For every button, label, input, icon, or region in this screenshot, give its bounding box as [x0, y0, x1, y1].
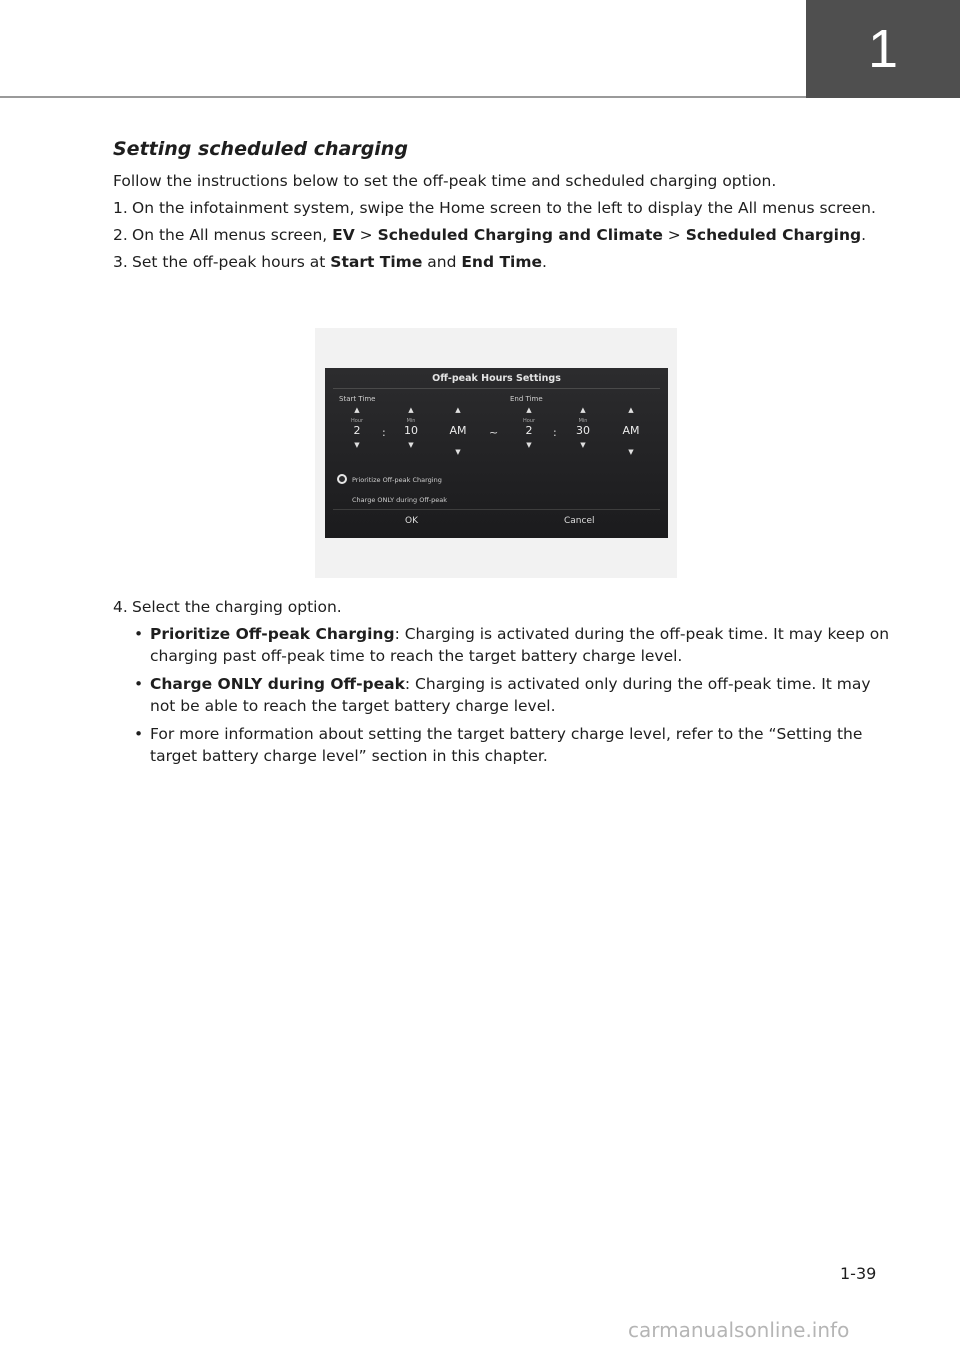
- step-3: [113, 251, 893, 273]
- option-term: Prioritize Off-peak Charging: [150, 625, 395, 643]
- step-number: 1.: [113, 199, 128, 217]
- step-2: [113, 224, 893, 246]
- menu-scheduled-charging: Scheduled Charging: [685, 226, 862, 244]
- menu-scheduled-charging-climate: Scheduled Charging and Climate: [377, 226, 663, 244]
- up-arrow-icon[interactable]: ▲: [628, 406, 634, 414]
- up-arrow-icon[interactable]: ▲: [354, 406, 360, 414]
- up-arrow-icon[interactable]: ▲: [580, 406, 586, 414]
- step-text: Select the charging option.: [132, 598, 342, 616]
- option-prioritize-off-peak[interactable]: Prioritize Off-peak Charging: [352, 476, 442, 484]
- end-time-term: End Time: [461, 253, 543, 271]
- list-item: [132, 623, 893, 667]
- chapter-number: 1: [867, 19, 899, 79]
- end-hour-spinner[interactable]: [516, 406, 542, 458]
- step-4: [113, 596, 893, 767]
- list-item: [132, 673, 893, 717]
- step-4-list: [113, 596, 893, 773]
- end-hour-value: 2: [525, 424, 533, 437]
- step-number: 3.: [113, 253, 128, 271]
- menu-ev: EV: [332, 226, 355, 244]
- down-arrow-icon[interactable]: ▼: [628, 448, 634, 456]
- min-caption: Min: [578, 418, 588, 424]
- start-time-term: Start Time: [330, 253, 423, 271]
- bullet-icon: •: [134, 625, 144, 643]
- start-time-label: Start Time: [339, 395, 376, 403]
- step-text: .: [861, 226, 867, 244]
- step-text: and: [422, 253, 462, 271]
- option-charge-only-off-peak[interactable]: Charge ONLY during Off-peak: [352, 496, 448, 504]
- screen-title: Off-peak Hours Settings: [432, 373, 561, 384]
- hour-caption: Hour: [350, 418, 364, 424]
- divider: [333, 388, 660, 389]
- bullet-icon: •: [134, 725, 144, 743]
- down-arrow-icon[interactable]: ▼: [455, 448, 461, 456]
- start-min-spinner[interactable]: [398, 406, 424, 458]
- end-ampm-spinner[interactable]: [618, 406, 644, 458]
- time-colon: :: [382, 426, 386, 439]
- min-caption: Min: [406, 418, 416, 424]
- ok-button[interactable]: OK: [405, 516, 418, 526]
- steps-list: [113, 197, 893, 278]
- time-colon: :: [553, 426, 557, 439]
- step-text: .: [542, 253, 547, 271]
- charging-options-list: [132, 623, 893, 767]
- up-arrow-icon[interactable]: ▲: [408, 406, 414, 414]
- path-separator: >: [354, 226, 378, 244]
- list-item: [132, 723, 893, 767]
- radio-selected-icon[interactable]: [337, 474, 347, 484]
- section-title: Setting scheduled charging: [113, 138, 408, 160]
- end-min-spinner[interactable]: [570, 406, 596, 458]
- down-arrow-icon[interactable]: ▼: [580, 441, 586, 449]
- start-min-value: 10: [404, 424, 418, 437]
- screenshot-figure: [315, 328, 677, 578]
- end-time-label: End Time: [510, 395, 543, 403]
- start-ampm-value: AM: [449, 424, 467, 437]
- end-min-value: 30: [576, 424, 590, 437]
- step-text: On the infotainment system, swipe the Home screen to the left to display the All menus screen.: [132, 199, 876, 217]
- cancel-button[interactable]: Cancel: [564, 516, 595, 526]
- start-hour-spinner[interactable]: [344, 406, 370, 458]
- page-number: 1-39: [840, 1264, 877, 1283]
- path-separator: >: [662, 226, 686, 244]
- off-peak-settings-screen: [325, 368, 668, 538]
- step-number: 4.: [113, 598, 128, 616]
- range-tilde: ~: [489, 426, 499, 439]
- option-description: : Charging is activated during the off-peak time. It may keep on charging past off-peak time to reach the target battery charge level.: [150, 625, 890, 665]
- divider: [333, 509, 660, 510]
- step-1: [113, 197, 893, 219]
- chapter-tab: [806, 0, 960, 98]
- start-hour-value: 2: [353, 424, 361, 437]
- bullet-icon: •: [134, 675, 144, 693]
- end-ampm-value: AM: [622, 424, 640, 437]
- step-text: On the All menus screen,: [132, 226, 333, 244]
- step-number: 2.: [113, 226, 128, 244]
- down-arrow-icon[interactable]: ▼: [354, 441, 360, 449]
- option-description: For more information about setting the target battery charge level, refer to the “Setting the target battery charge level” section in this chapter.: [150, 725, 863, 765]
- watermark: carmanualsonline.info: [628, 1318, 850, 1342]
- hour-caption: Hour: [522, 418, 536, 424]
- header-rule: [0, 96, 806, 98]
- up-arrow-icon[interactable]: ▲: [526, 406, 532, 414]
- start-ampm-spinner[interactable]: [445, 406, 471, 458]
- option-term: Charge ONLY during Off-peak: [150, 675, 405, 693]
- intro-text: Follow the instructions below to set the off-peak time and scheduled charging option.: [113, 172, 777, 190]
- step-text: Set the off-peak hours at: [132, 253, 331, 271]
- down-arrow-icon[interactable]: ▼: [408, 441, 414, 449]
- up-arrow-icon[interactable]: ▲: [455, 406, 461, 414]
- down-arrow-icon[interactable]: ▼: [526, 441, 532, 449]
- option-description: : Charging is activated only during the off-peak time. It may not be able to reach the target battery charge level.: [150, 675, 871, 715]
